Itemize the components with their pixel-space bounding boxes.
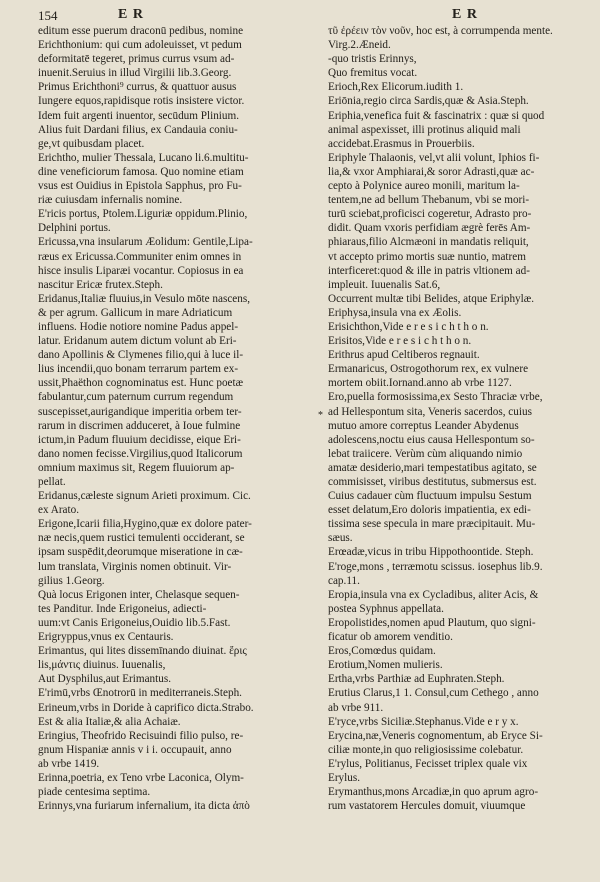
text-line: Idem fuit argenti inuentor, secūdum Plinium. — [38, 109, 239, 122]
text-line: Erœadæ,vicus in tribu Hippothoontide. Steph. — [328, 546, 534, 559]
text-line: impleuit. Iuuenalis Sat.6, — [328, 278, 441, 291]
text-line: rum vastatorem Hercules domuit, viuumque — [328, 800, 526, 813]
text-line: cap.11. — [328, 574, 360, 587]
gutter-mark: * — [318, 410, 323, 421]
text-line: Est & alia Italiæ,& alia Achaiæ. — [38, 715, 181, 728]
text-line: Ertha,vrbs Parthiæ ad Euphraten.Steph. — [328, 673, 505, 686]
text-line: Erisichthon,Vide e r e s i c h t h o n. — [328, 320, 489, 333]
text-line: -quo tristis Erinnys, — [328, 53, 417, 66]
text-line: Quà locus Erigonen inter, Chelasque sequen- — [38, 588, 240, 601]
text-line: ab vrbe 1419. — [38, 757, 100, 770]
text-line: Erioch,Rex Elicorum.iudith 1. — [328, 81, 464, 94]
text-line: ictum,in Padum fluuium decidisse, eique Eri- — [38, 433, 241, 446]
text-line: Ermanaricus, Ostrogothorum rex, ex vulnere — [328, 363, 529, 376]
text-line: deformitatē tegeret, primus currus vsum ad- — [38, 53, 235, 66]
text-line: dano Apollinis & Clymenes filio,qui à luce il- — [38, 349, 244, 362]
text-line: lum translata, Virginis nomen obtinuit. Vir- — [38, 560, 232, 573]
text-line: Occurrent multæ tibi Belides, atque Eriphylæ. — [328, 292, 534, 305]
text-line: Erylus. — [328, 771, 361, 784]
text-line: Erymanthus,mons Arcadiæ,in quo aprum agro- — [328, 786, 539, 799]
text-line: ge,vt quibusdam placet. — [38, 137, 145, 150]
text-line: sæus. — [328, 532, 353, 545]
text-line: Quo fremitus vocat. — [328, 67, 418, 80]
text-line: Delphini portus. — [38, 222, 111, 235]
text-line: lia,& vxor Amphiarai,& soror Adrasti,quæ ac- — [328, 165, 535, 178]
text-line: lebat traiicere. Verùm cùm aliquando nimio — [328, 447, 523, 460]
text-line: Eriōnia,regio circa Sardis,quæ & Asia.Steph. — [328, 95, 529, 108]
text-line: Ericussa,vna insularum Æolidum: Gentile,Lipa- — [38, 236, 253, 249]
text-line: næ necis,quem rustici temulenti occiderant, se — [38, 532, 245, 545]
text-line: tentem,ne ad bellum Thebanum, vbi se mori- — [328, 194, 530, 207]
text-line: phiaraus,filio Alcmæoni in mandatis reliquit, — [328, 236, 529, 249]
text-line: pellat. — [38, 476, 66, 488]
text-line: Eridanus,cæleste signum Arieti proximum. Cic. — [38, 490, 251, 503]
text-line: dano nomen fecisse.Virgilius,quod Italicorum — [38, 447, 243, 460]
text-line: omnium maximus sit, Regem fluuiorum ap- — [38, 461, 235, 474]
text-line: Erutius Clarus,1 1. Consul,cum Cethego , anno — [328, 687, 539, 700]
text-line: Primus Erichthoni⁹ currus, & quattuor ausus — [38, 81, 237, 94]
text-line: latur. Eridanum autem dictum volunt ab Eri- — [38, 335, 237, 348]
text-line: Erotium,Nomen mulieris. — [328, 659, 443, 672]
text-line: animal aspexisset, illi protinus aliquid mali — [328, 123, 521, 136]
text-line: ad Hellespontum sita, Veneris sacerdos, cuius — [328, 405, 532, 418]
text-line: influens. Hodie notiore nomine Padus appel- — [38, 320, 239, 333]
text-line: editum esse puerum draconū pedibus, nomine — [38, 25, 244, 37]
text-line: Alius fuit Dardani filius, ex Candauia coniu- — [38, 123, 238, 136]
text-line: Eringius, Theofrido Recisuindi filio pulso, re- — [38, 729, 244, 742]
text-line: tissima sese specula in mare præcipitauit. Mu- — [328, 518, 536, 531]
text-line: Erineum,vrbs in Doride à caprifico dicta.Strabo. — [38, 701, 254, 714]
text-line: hisce insulis Liparæi vocantur. Copiosus in ea — [38, 264, 244, 277]
text-line: E'rylus, Politianus, Fecisset triplex quale vix — [328, 757, 528, 770]
text-line: interficeret:quod & ille in patris vltionem ad- — [328, 264, 530, 277]
text-line: vt accepto primo mortis suæ nuntio, matrem — [328, 250, 526, 263]
text-line: lis,μάντις diuinus. Iuuenalis, — [38, 659, 166, 672]
page-number: 154 — [38, 8, 58, 23]
text-line: Aut Dysphilus,aut Erimantus. — [38, 673, 171, 686]
text-line: E'roge,mons , terræmotu scissus. iosephus lib.9. — [328, 560, 543, 573]
text-line: postea Syphnus appellata. — [328, 602, 444, 615]
text-line: ræus ex Ericussa.Communiter enim omnes in — [38, 250, 242, 263]
text-line: Ero,puella formosissima,ex Sesto Thraciæ vrbe, — [328, 391, 543, 404]
text-line: Erisitos,Vide e r e s i c h t h o n. — [328, 335, 472, 348]
text-line: gilius 1.Georg. — [38, 574, 105, 587]
text-line: Erichthonium: qui cum adoleuisset, vt pedum — [38, 39, 242, 52]
text-line: mutuo amore correptus Leander Abydenus — [328, 419, 519, 432]
text-line: E'ryce,vrbs Siciliæ.Stephanus.Vide e r y x. — [328, 715, 519, 728]
text-line: rarum in discrimen adduceret, à Ioue fulmine — [38, 419, 241, 432]
text-line: Eropia,insula vna ex Cycladibus, aliter Acis, & — [328, 588, 539, 601]
text-line: Erinnys,vna furiarum infernalium, ita dicta ἀπὸ — [38, 800, 250, 813]
text-line: cepto à Polynice aureo monili, maritum la- — [328, 180, 520, 193]
text-line: Erigone,Icarii filia,Hygino,quæ ex dolore pater- — [38, 518, 252, 531]
text-line: & per agrum. Gallicum in mare Adriaticum — [38, 306, 233, 319]
text-line: uum:vt Canis Erigoneius,Ouidio lib.5.Fast. — [38, 616, 231, 629]
text-line: Iungere equos,rapidisque rotis insistere victor. — [38, 95, 245, 108]
text-line: dine veneficiorum famosa. Quo nomine etiam — [38, 165, 244, 178]
text-line: amatæ desiderio,mari tempestatibus agitato, se — [328, 461, 537, 474]
text-line: Eros,Comœdus quidam. — [328, 645, 436, 658]
text-line: Eriphyle Thalaonis, vel,vt alii volunt, Iphios fi- — [328, 151, 540, 164]
text-line: Eriphysa,insula vna ex Æolis. — [328, 306, 462, 319]
text-line: turū sciebat,proficisci cogeretur, Adrasto pro- — [328, 208, 532, 221]
text-line: Erigryppus,vnus ex Centauris. — [38, 631, 174, 644]
text-line: Erinna,poetria, ex Teno vrbe Laconica, Olym- — [38, 771, 244, 784]
text-line: E'rimū,vrbs Œnotrorū in mediterraneis.Steph. — [38, 687, 242, 700]
text-line: τῦ ἐρέειν τὸν νοῦν, hoc est, à corrumpenda mente. — [328, 25, 553, 37]
text-line: gnum Hispaniæ annis v i i. occupauit, anno — [38, 743, 232, 756]
text-line: ussit,Phaëthon cognominatus est. Hunc poetæ — [38, 377, 244, 390]
text-line: lius incendii,quo bonam terrarum partem ex- — [38, 363, 239, 376]
text-line: ciliæ monte,in quo religiosissime colebatur. — [328, 743, 524, 756]
text-line: didit. Quam vxoris perfidiam ægrè ferēs Am- — [328, 222, 531, 235]
text-line: Erimantus, qui lites dissemīnando diuinat. ἔρις — [38, 645, 247, 658]
text-line: Erichtho, mulier Thessala, Lucano li.6.multitu- — [38, 151, 249, 164]
text-line: tes Panditur. Inde Erigoneius, adiecti- — [38, 602, 207, 615]
text-line: accidebat.Erasmus in Prouerbiis. — [328, 137, 475, 150]
text-line: riæ cuiusdam infernalis nomine. — [38, 194, 183, 207]
text-line: Erithrus apud Celtiberos regnauit. — [328, 349, 480, 362]
text-line: Eridanus,Italiæ fluuius,in Vesulo mōte nascens, — [38, 292, 251, 305]
left-text-column — [38, 24, 312, 876]
text-line: fabulantur,cum paternum currum regendum — [38, 391, 234, 404]
text-line: vsus est Ouidius in Epistola Sapphus, pro Fu- — [38, 180, 242, 193]
text-line: ab vrbe 911. — [328, 701, 384, 714]
right-text-column — [328, 24, 586, 876]
text-line: inuenit.Seruius in illud Virgilii lib.3.Georg. — [38, 67, 232, 80]
text-line: mortem obiit.Iornand.anno ab vrbe 1127. — [328, 377, 512, 390]
text-line: E'ricis portus, Ptolem.Liguriæ oppidum.Plinio, — [38, 208, 248, 221]
text-line: Virg.2.Æneid. — [328, 39, 391, 52]
text-line: piade centesima septima. — [38, 786, 151, 799]
text-line: commisisset, viribus destitutus, submersus est. — [328, 476, 537, 488]
text-line: nascitur Ericæ frutex.Steph. — [38, 278, 163, 291]
text-line: esset delatum,Ero doloris impatientia, ex edi- — [328, 504, 531, 517]
text-line: adolescens,noctu eius causa Hellespontum so- — [328, 433, 535, 446]
text-line: Eropolistides,nomen apud Plautum, quo signi- — [328, 616, 536, 629]
text-line: Eriphia,venefica fuit & fascinatrix : quæ si quod — [328, 109, 545, 122]
text-line: suscepisset,aurigandique imperitia orbem ter- — [38, 405, 242, 418]
text-line: ex Arato. — [38, 504, 80, 517]
right-running-head: E R — [452, 7, 478, 22]
text-line: ficatur ob amorem venditio. — [328, 631, 453, 644]
text-line: ipsam suspēdit,deorumque miseratione in cæ- — [38, 546, 243, 559]
text-line: Cuius cadauer cùm fluctuum impulsu Sestum — [328, 490, 532, 503]
text-line: Erycina,næ,Veneris cognomentum, ab Eryce Si- — [328, 729, 543, 742]
left-running-head: E R — [118, 7, 144, 22]
